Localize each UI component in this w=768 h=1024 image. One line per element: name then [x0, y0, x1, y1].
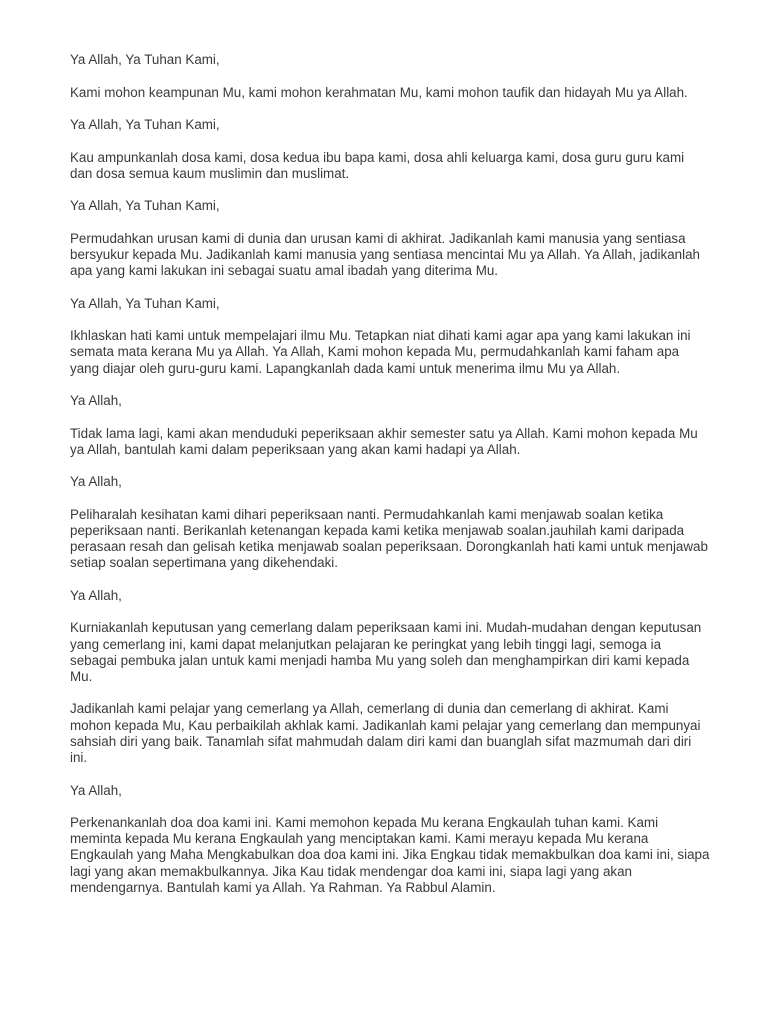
paragraph-9: Perkenankanlah doa doa kami ini. Kami memohon kepada Mu kerana Engkaulah tuhan kami. Kami meminta kepada Mu kerana Engkaulah yang menciptakan kami. Kami merayu kepada Mu kerana Engkaulah yang Maha Mengkabulkan doa doa kami ini. Jika Engkau tidak memakbulkan doa kami ini, siapa lagi yang akan memakbulkannya. Jika Kau tidak mendengar doa kami ini, siapa lagi yang akan mendengarnya. Bantulah kami ya Allah. Ya Rahman. Ya Rabbul Alamin.	[70, 815, 710, 895]
salutation-4: Ya Allah, Ya Tuhan Kami,	[70, 295, 220, 311]
paragraph-7: Kurniakanlah keputusan yang cemerlang dalam peperiksaan kami ini. Mudah-mudahan dengan keputusan yang cemerlang ini, kami dapat melanjutkan pelajaran ke peringkat yang lebih tinggi lagi, semoga ia sebagai pembuka jalan untuk kami menjadi hamba Mu yang soleh dan menghampirkan diri kami kepada Mu.	[70, 620, 702, 684]
salutation-1: Ya Allah, Ya Tuhan Kami,	[70, 52, 220, 67]
salutation-3: Ya Allah, Ya Tuhan Kami,	[70, 198, 220, 214]
paragraph-3: Permudahkan urusan kami di dunia dan urusan kami di akhirat. Jadikanlah kami manusia yang sentiasa bersyukur kepada Mu. Jadikanlah kami manusia yang sentiasa mencintai Mu ya Allah. Ya Allah, jadikanlah apa yang kami lakukan ini sebagai suatu amal ibadah yang diterima Mu.	[70, 230, 700, 279]
salutation-2: Ya Allah, Ya Tuhan Kami,	[70, 117, 220, 132]
paragraph-4: Ikhlaskan hati kami untuk mempelajari ilmu Mu. Tetapkan niat dihati kami agar apa yang kami lakukan ini semata mata kerana Mu ya Allah. Ya Allah, Kami mohon kepada Mu, permudahkanlah kami faham apa yang diajar oleh guru-guru kami. Lapangkanlah dada kami untuk menerima ilmu Mu ya Allah.	[70, 328, 691, 376]
salutation-6: Ya Allah,	[70, 474, 122, 490]
paragraph-2: Kau ampunkanlah dosa kami, dosa kedua ibu bapa kami, dosa ahli keluarga kami, dosa guru guru kami dan dosa semua kaum muslimin dan muslimat.	[70, 149, 685, 181]
document-page	[70, 52, 710, 912]
salutation-5: Ya Allah,	[70, 393, 122, 409]
paragraph-8: Jadikanlah kami pelajar yang cemerlang ya Allah, cemerlang di dunia dan cemerlang di akhirat. Kami mohon kepada Mu, Kau perbaikilah akhlak kami. Jadikanlah kami pelajar yang cemerlang dan mempunyai sahsiah diri yang baik. Tanamlah sifat mahmudah dalam diri kami dan buanglah sifat mazmumah dari diri ini.	[70, 701, 701, 766]
salutation-7: Ya Allah,	[70, 587, 122, 603]
paragraph-5: Tidak lama lagi, kami akan menduduki peperiksaan akhir semester satu ya Allah. Kami mohon kepada Mu ya Allah, bantulah kami dalam peperiksaan yang akan kami hadapi ya Allah.	[70, 425, 698, 457]
paragraph-1: Kami mohon keampunan Mu, kami mohon kerahmatan Mu, kami mohon taufik dan hidayah Mu ya Allah.	[70, 84, 688, 100]
paragraph-6: Peliharalah kesihatan kami dihari peperiksaan nanti. Permudahkanlah kami menjawab soalan ketika peperiksaan nanti. Berikanlah ketenangan kepada kami ketika menjawab soalan.jauhilah kami daripada perasaan resah dan gelisah ketika menjawab soalan peperiksaan. Dorongkanlah hati kami untuk menjawab setiap soalan sepertimana yang dikehendaki.	[70, 506, 708, 571]
salutation-8: Ya Allah,	[70, 782, 122, 798]
